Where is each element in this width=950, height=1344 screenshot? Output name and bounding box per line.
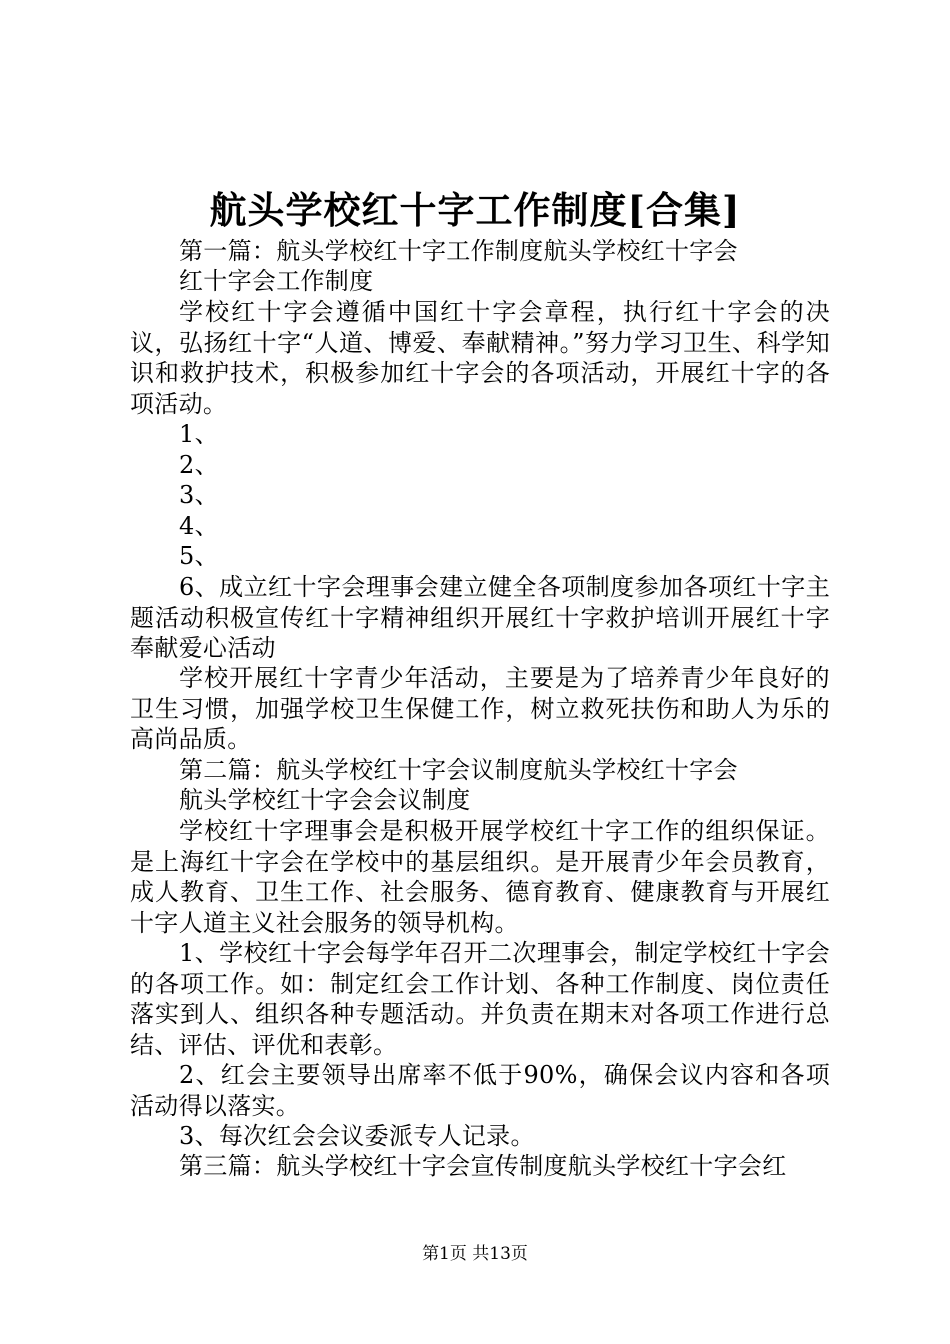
paragraph-part1-intro: 学校红十字会遵循中国红十字会章程，执行红十字会的决议，弘扬红十字“人道、博爱、奉献精神。”努力学习卫生、科学知识和救护技术，积极参加红十字会的各项活动，开展红十字的各项活动。 — [130, 298, 830, 418]
paragraph-part1-heading: 第一篇：航头学校红十字工作制度航头学校红十字会 — [179, 237, 738, 265]
paragraph-list-item-5: 5、 — [179, 542, 219, 570]
paragraph-part2-intro: 学校红十字理事会是积极开展学校红十字工作的组织保证。是上海红十字会在学校中的基层组织。是开展青少年会员教育，成人教育、卫生工作、社会服务、德育教育、健康教育与开展红十字人道主义社会服务的领导机构。 — [130, 817, 830, 937]
paragraph-list-item-1: 1、 — [179, 420, 219, 448]
paragraph-part2-item-1: 1、学校红十字会每学年召开二次理事会，制定学校红十字会的各项工作。如：制定红会工作计划、各种工作制度、岗位责任落实到人、组织各种专题活动。并负责在期末对各项工作进行总结、评估、评优和表彰。 — [130, 939, 830, 1059]
paragraph-part2-subtitle: 航头学校红十字会会议制度 — [179, 786, 471, 814]
paragraph-part2-item-3: 3、每次红会会议委派专人记录。 — [179, 1122, 535, 1150]
page-footer: 第1页 共13页 — [422, 1244, 528, 1264]
paragraph-list-item-6: 6、成立红十字会理事会建立健全各项制度参加各项红十字主题活动积极宣传红十字精神组织开展红十字救护培训开展红十字奉献爱心活动 — [130, 573, 830, 662]
document-title: 航头学校红十字工作制度[合集] — [209, 188, 741, 232]
paragraph-list-item-2: 2、 — [179, 451, 219, 479]
paragraph-part3-heading: 第三篇：航头学校红十字会宣传制度航头学校红十字会红 — [179, 1152, 787, 1180]
paragraph-part1-subtitle: 红十字会工作制度 — [179, 267, 374, 295]
paragraph-list-item-3: 3、 — [179, 481, 219, 509]
paragraph-part1-purpose: 学校开展红十字青少年活动，主要是为了培养青少年良好的卫生习惯，加强学校卫生保健工作，树立救死扶伤和助人为乐的高尚品质。 — [130, 664, 830, 753]
paragraph-part2-heading: 第二篇：航头学校红十字会议制度航头学校红十字会 — [179, 756, 738, 784]
paragraph-part2-item-2: 2、红会主要领导出席率不低于90%，确保会议内容和各项活动得以落实。 — [130, 1061, 830, 1120]
paragraph-list-item-4: 4、 — [179, 512, 219, 540]
